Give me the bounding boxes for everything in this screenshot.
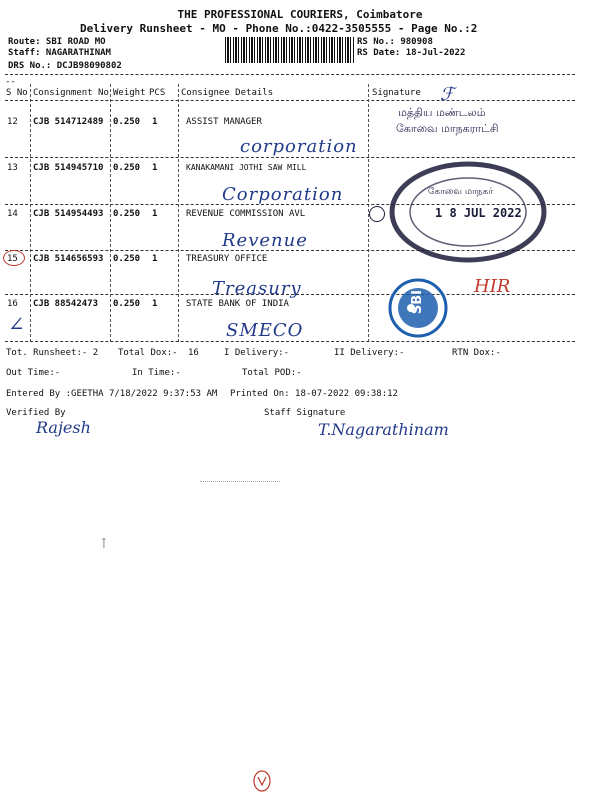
column-separator bbox=[178, 84, 179, 342]
row-sno: 13 bbox=[7, 163, 18, 173]
tot-runsheet: Tot. Runsheet:- 2 bbox=[6, 348, 99, 358]
col-header-weight: Weight bbox=[113, 88, 146, 98]
round-stamp-text: கோவை மாநகர் bbox=[428, 187, 494, 197]
circle-mark bbox=[369, 206, 385, 222]
col-header-consignee: Consignee Details bbox=[181, 88, 274, 98]
printed-on: Printed On: 18-07-2022 09:38:12 bbox=[230, 389, 398, 399]
col-header-signature: Signature bbox=[372, 88, 421, 98]
row-weight: 0.250 bbox=[113, 299, 141, 309]
check-mark: ∠ bbox=[8, 312, 25, 336]
row-sno: 16 bbox=[7, 299, 18, 309]
barcode bbox=[225, 37, 355, 63]
stamp-tamil-line2: கோவை மாநகராட்சி bbox=[396, 122, 499, 135]
staff-signature-label: Staff Signature bbox=[264, 408, 346, 418]
total-pod: Total POD:- bbox=[242, 368, 302, 378]
out-time: Out Time:- bbox=[6, 368, 61, 378]
row-pcs: 1 bbox=[152, 209, 158, 219]
entered-by: Entered By :GEETHA 7/18/2022 9:37:53 AM bbox=[6, 389, 218, 399]
row-weight: 0.250 bbox=[113, 254, 141, 264]
col-header-pcs: PCS bbox=[149, 88, 166, 98]
column-separator bbox=[30, 84, 31, 342]
row-consignment: CJB 514712489 bbox=[33, 117, 104, 127]
hir-note: HIR bbox=[474, 276, 511, 297]
handwritten-note: Treasury bbox=[212, 278, 302, 299]
col-header-consignment: Consignment No bbox=[33, 88, 109, 98]
drs-number: DRS No.: DCJB98090802 bbox=[8, 61, 122, 71]
row-consignment: CJB 88542473 bbox=[33, 299, 99, 309]
row-pcs: 1 bbox=[152, 254, 158, 264]
document-title: Delivery Runsheet - MO - Phone No.:0422-3505555 - Page No.:2 bbox=[80, 22, 478, 35]
rtn-dox: RTN Dox:- bbox=[452, 348, 501, 358]
row-pcs: 1 bbox=[152, 299, 158, 309]
row-consignee: REVENUE COMMISSION AVL bbox=[186, 209, 306, 219]
stamp-tamil-line1: மத்திய மண்டலம் bbox=[398, 106, 486, 119]
divider bbox=[5, 100, 575, 101]
staff-signature: T.Nagarathinam bbox=[318, 420, 449, 439]
row-sno: 14 bbox=[7, 209, 18, 219]
row-sno: 12 bbox=[7, 117, 18, 127]
row-consignment: CJB 514945710 bbox=[33, 163, 104, 173]
rs-date: RS Date: 18-Jul-2022 bbox=[357, 48, 466, 58]
divider bbox=[5, 157, 575, 158]
divider bbox=[5, 74, 575, 75]
sbi-logo-text: SBI bbox=[410, 290, 425, 315]
i-delivery: I Delivery:- bbox=[224, 348, 290, 358]
row-consignee: ASSIST MANAGER bbox=[186, 117, 262, 127]
handwritten-note: corporation bbox=[240, 136, 358, 157]
staff: Staff: NAGARATHINAM bbox=[8, 48, 111, 58]
row-weight: 0.250 bbox=[113, 117, 141, 127]
faint-mark bbox=[200, 481, 280, 482]
signature-scribble: ℱ bbox=[440, 84, 455, 105]
row-consignment: CJB 514954493 bbox=[33, 209, 104, 219]
handwritten-note: SMECO bbox=[226, 320, 304, 341]
total-dox-label: Total Dox:- bbox=[118, 348, 178, 358]
circled-v-icon bbox=[252, 770, 272, 792]
in-time: In Time:- bbox=[132, 368, 181, 378]
rs-number: RS No.: 980908 bbox=[357, 37, 433, 47]
verified-signature: Rajesh bbox=[36, 418, 91, 437]
row-pcs: 1 bbox=[152, 117, 158, 127]
row-consignee: KANAKAMANI JOTHI SAW MILL bbox=[186, 163, 307, 172]
company-name: THE PROFESSIONAL COURIERS, Coimbatore bbox=[177, 8, 423, 21]
ii-delivery: II Delivery:- bbox=[334, 348, 405, 358]
row-sno: 15 bbox=[7, 254, 18, 264]
dashes-marker: -- bbox=[5, 77, 16, 87]
row-pcs: 1 bbox=[152, 163, 158, 173]
row-consignee: TREASURY OFFICE bbox=[186, 254, 268, 264]
round-stamp-date: 1 8 JUL 2022 bbox=[435, 206, 522, 220]
col-header-sno: S No bbox=[6, 88, 28, 98]
row-consignee: STATE BANK OF INDIA bbox=[186, 299, 289, 309]
handwritten-note: Revenue bbox=[222, 230, 308, 251]
row-consignment: CJB 514656593 bbox=[33, 254, 104, 264]
column-separator bbox=[110, 84, 111, 342]
divider bbox=[5, 341, 575, 342]
row-weight: 0.250 bbox=[113, 209, 141, 219]
total-dox-value: 16 bbox=[188, 348, 199, 358]
row-weight: 0.250 bbox=[113, 163, 141, 173]
verified-by: Verified By bbox=[6, 408, 66, 418]
route: Route: SBI ROAD MO bbox=[8, 37, 106, 47]
faint-mark: ↑ bbox=[98, 536, 110, 552]
handwritten-note: Corporation bbox=[222, 184, 344, 205]
